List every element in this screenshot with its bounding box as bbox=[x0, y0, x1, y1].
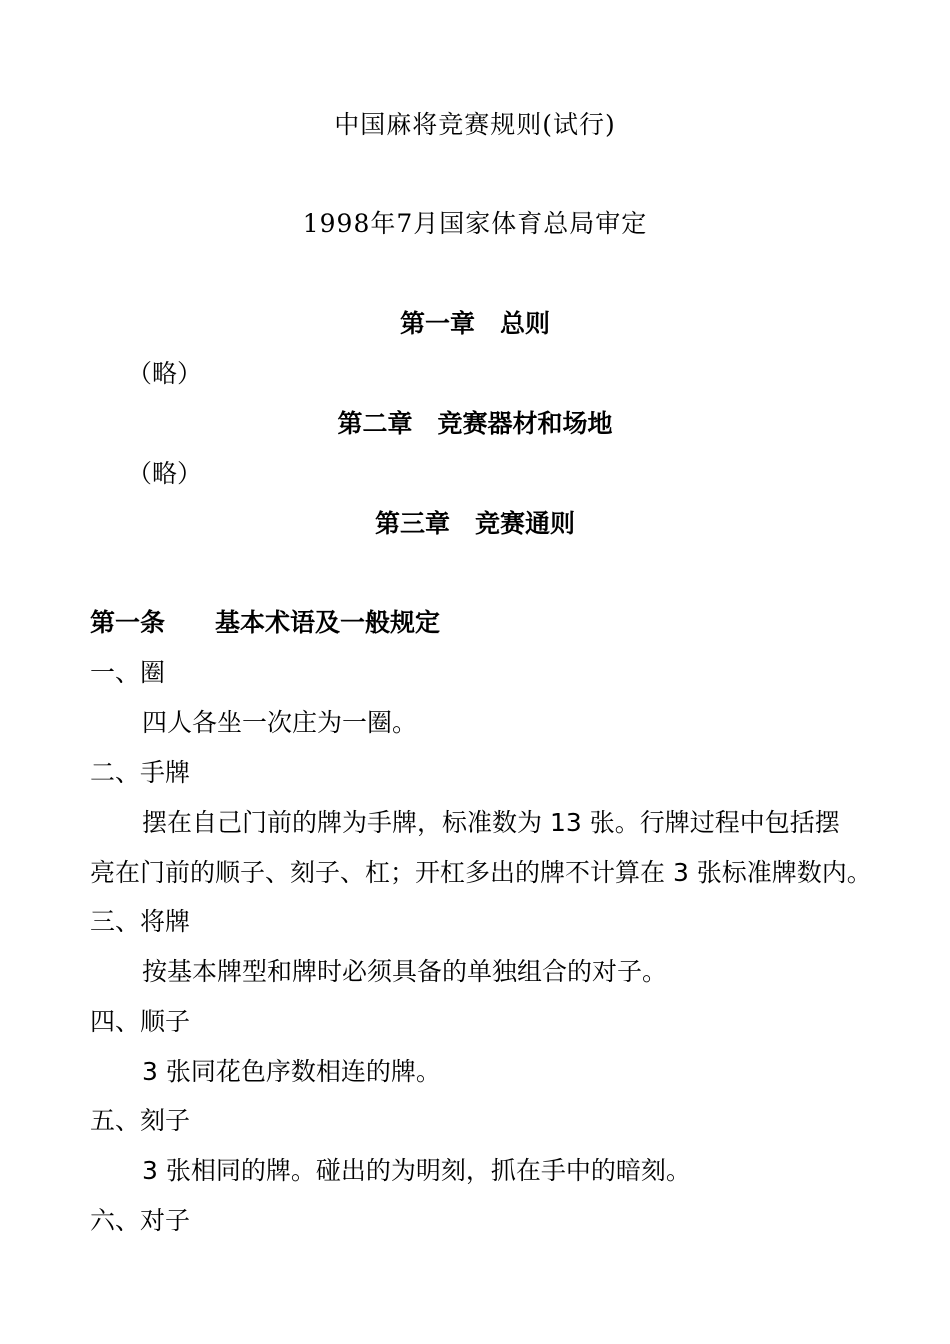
term-definition-hand-tiles-line-1: 摆在自己门前的牌为手牌，标准数为 13 张。行牌过程中包括摆 bbox=[142, 808, 840, 837]
chapter-2-note: （略） bbox=[127, 459, 203, 488]
term-label-circle: 一、圈 bbox=[90, 658, 166, 687]
chapter-2-heading: 第二章 竞赛器材和场地 bbox=[337, 409, 613, 438]
document-subtitle: 1998年7月国家体育总局审定 bbox=[302, 209, 648, 238]
chapter-3-heading: 第三章 竞赛通则 bbox=[374, 509, 575, 538]
term-label-sequence: 四、顺子 bbox=[90, 1007, 191, 1036]
chapter-1-heading: 第一章 总则 bbox=[399, 309, 550, 338]
article-1-heading: 第一条 基本术语及一般规定 bbox=[90, 608, 441, 637]
document-title: 中国麻将竞赛规则(试行) bbox=[334, 110, 616, 139]
term-definition-triplet: 3 张相同的牌。碰出的为明刻，抓在手中的暗刻。 bbox=[142, 1156, 691, 1185]
term-definition-pair-eyes: 按基本牌型和牌时必须具备的单独组合的对子。 bbox=[142, 957, 668, 986]
term-label-hand-tiles: 二、手牌 bbox=[90, 758, 191, 787]
term-definition-hand-tiles-line-2: 亮在门前的顺子、刻子、杠；开杠多出的牌不计算在 3 张标准牌数内。 bbox=[90, 858, 872, 887]
term-label-triplet: 五、刻子 bbox=[90, 1106, 191, 1135]
chapter-1-note: （略） bbox=[127, 359, 203, 388]
term-definition-circle: 四人各坐一次庄为一圈。 bbox=[142, 708, 418, 737]
term-definition-sequence: 3 张同花色序数相连的牌。 bbox=[142, 1057, 441, 1086]
term-label-pair-eyes: 三、将牌 bbox=[90, 907, 191, 936]
term-label-pair: 六、对子 bbox=[90, 1206, 191, 1235]
